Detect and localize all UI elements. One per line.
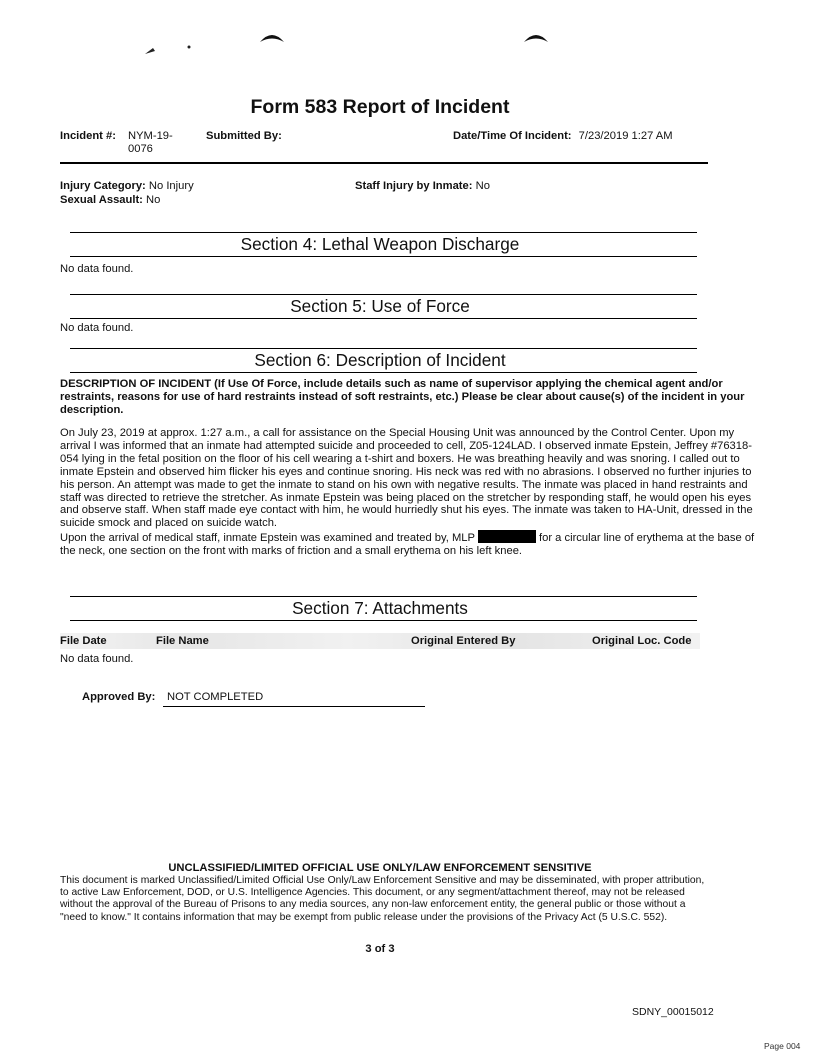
- section-4-title: Section 4: Lethal Weapon Discharge: [240, 234, 520, 254]
- injury-label: Injury Category:: [60, 180, 146, 192]
- section-6-rule-top: [70, 348, 697, 349]
- description-prompt: DESCRIPTION OF INCIDENT (If Use Of Force, include details such as name of supervisor applying the chemical agent and/or restraints, reasons for use of hard restraints instead of soft restraints, etc.) Please be clear about cause(s) of the incident in your description.: [60, 378, 745, 416]
- description-paragraph-2b: for a circular line of erythema at the base of the neck, one section on the front with marks of friction and a small erythema on his left knee.: [60, 532, 755, 558]
- injury-field: [60, 180, 194, 193]
- section-5-text: No data found.: [60, 322, 134, 334]
- description-body: [60, 427, 760, 558]
- incident-label: Incident #:: [60, 130, 116, 142]
- page-code: Page 004: [764, 1041, 801, 1051]
- datetime-label: Date/Time Of Incident:: [453, 130, 572, 142]
- section-7-text: No data found.: [60, 653, 134, 665]
- section-7-rule-top: [70, 596, 697, 597]
- submitted-field: [206, 130, 282, 143]
- submitted-label: Submitted By:: [206, 130, 282, 142]
- punch-hole-mark: [522, 30, 550, 44]
- section-6-title: Section 6: Description of Incident: [254, 350, 506, 370]
- column-original-entered-by: Original Entered By: [411, 635, 516, 647]
- incident-field: [60, 130, 116, 143]
- punch-hole-mark: [258, 30, 286, 44]
- description-paragraph-2a: Upon the arrival of medical staff, inmate Epstein was examined and treated by, MLP: [60, 532, 475, 545]
- page-number: 3 of 3: [365, 943, 395, 955]
- approved-by-label: Approved By:: [82, 691, 156, 703]
- description-paragraph-1: On July 23, 2019 at approx. 1:27 a.m., a call for assistance on the Special Housing Unit was announced by the Control Center. Upon my arrival I was informed that an inmate had attempted suicide and proceeded to cell, Z05-124LAD. I observed inmate Epstein, Jeffrey #76318-054 lying in the fetal position on the floor of his cell wearing a t-shirt and boxers. He was breathing heavily and was snoring. I called out to inmate Epstein and observed him flicker his eyes and continue snoring. His neck was red with no abrasions. I observed no further injuries to his person. An attempt was made to get the inmate to stand on his own with negative results. The inmate was placed in hand restraints and staff was directed to retrieve the stretcher. As inmate Epstein was being placed on the stretcher by responding staff, he would open his eyes and observe staff. When staff made eye contact with him, he would hurriedly shut his eyes. The inmate was taken to HA-Unit, dressed in the suicide smock and placed on suicide watch.: [60, 427, 753, 530]
- column-file-name: File Name: [156, 635, 209, 647]
- injury-value: No Injury: [148, 180, 194, 192]
- staff-injury-value: No: [475, 180, 490, 192]
- sexual-value: No: [146, 194, 161, 206]
- datetime-field: [453, 130, 673, 143]
- datetime-value: 7/23/2019 1:27 AM: [578, 130, 673, 142]
- staff-injury-label: Staff Injury by Inmate:: [355, 180, 473, 192]
- bates-number: SDNY_00015012: [632, 1006, 714, 1018]
- section-5-rule-top: [70, 294, 697, 295]
- sexual-assault-field: [60, 194, 160, 207]
- section-7-title: Section 7: Attachments: [292, 598, 468, 618]
- column-original-loc-code: Original Loc. Code: [592, 635, 692, 647]
- section-6-rule-bottom: [70, 372, 697, 373]
- section-4-text: No data found.: [60, 263, 134, 275]
- staff-injury-field: [355, 180, 490, 193]
- incident-value: NYM-19- 0076: [128, 130, 173, 155]
- scan-mark: [186, 44, 192, 50]
- sexual-label: Sexual Assault:: [60, 194, 143, 206]
- section-5-title: Section 5: Use of Force: [290, 296, 470, 316]
- approved-by-underline: [163, 706, 425, 707]
- header-divider: [60, 162, 708, 164]
- scan-mark: [143, 46, 157, 56]
- section-4-rule-top: [70, 232, 697, 233]
- column-file-date: File Date: [60, 635, 107, 647]
- section-7-rule-bottom: [70, 620, 697, 621]
- section-5-rule-bottom: [70, 318, 697, 319]
- approved-by-value: NOT COMPLETED: [167, 691, 264, 703]
- redaction-block: [478, 530, 536, 543]
- page-title: Form 583 Report of Incident: [250, 96, 510, 118]
- footer-disclaimer: This document is marked Unclassified/Limited Official Use Only/Law Enforcement Sensitive and may be disseminated, with proper attribution, to active Law Enforcement, DOD, or U.S. Intelligence Agencies. This document, or any segment/attachment thereof, may not be released without the approval of the Bureau of Prisons to any media sources, any non-law enforcement entity, the general public or those without a "need to know." It contains information that may be exempt from public release under the provisions of the Privacy Act (5 U.S.C. 552).: [60, 875, 705, 923]
- footer-heading: UNCLASSIFIED/LIMITED OFFICIAL USE ONLY/LAW ENFORCEMENT SENSITIVE: [168, 862, 592, 874]
- section-4-rule-bottom: [70, 256, 697, 257]
